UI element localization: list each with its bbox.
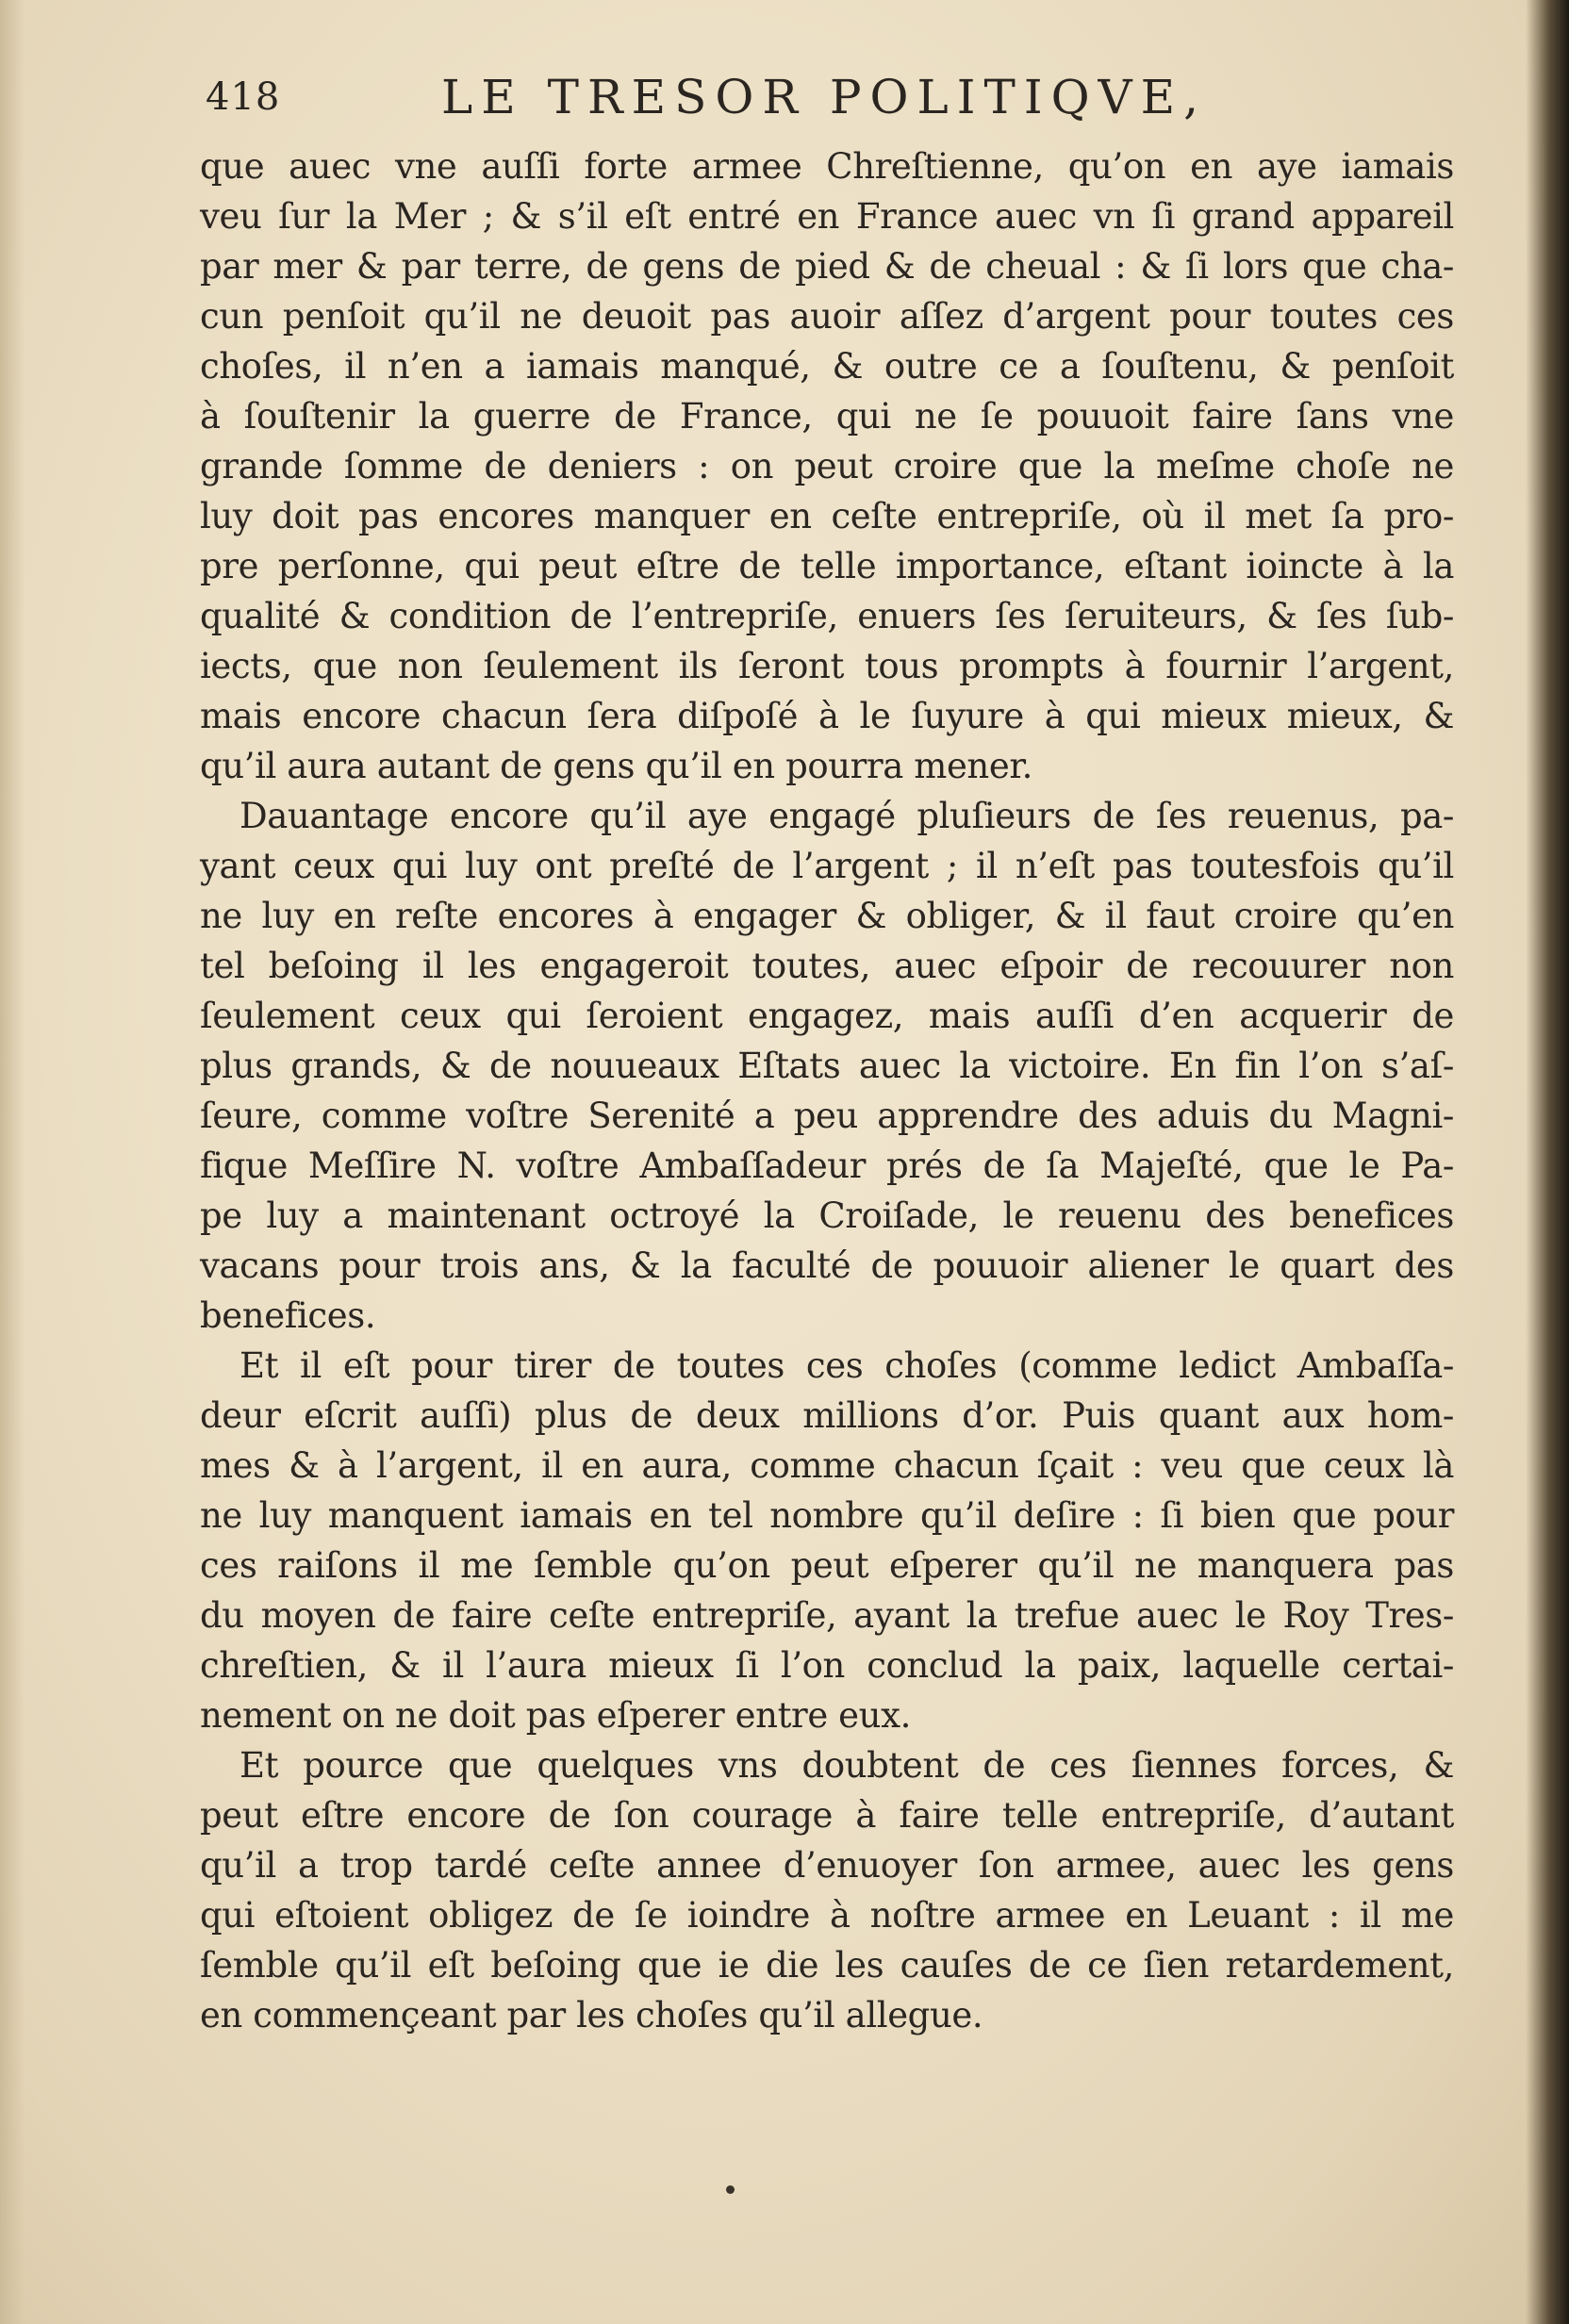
text-line: luy doit pas encores manquer en ceſte entrepriſe, où il met ſa pro- xyxy=(200,496,1454,536)
text-line: qualité & condition de l’entrepriſe, enuers ſes ſeruiteurs, & ſes ſub- xyxy=(200,596,1454,636)
paragraph-end-line: en commençeant par les choſes qu’il allegue. xyxy=(200,1995,983,2036)
paragraph-end-line: benefices. xyxy=(200,1295,376,1336)
text-line: cun penſoit qu’il ne deuoit pas auoir aſſez d’argent pour toutes ces xyxy=(200,296,1454,337)
page-header xyxy=(206,70,1507,136)
text-line: à ſouſtenir la guerre de France, qui ne ſe pouuoit faire ſans vne xyxy=(200,396,1454,437)
text-line: ne luy manquent iamais en tel nombre qu’il deſire : ſi bien que pour xyxy=(200,1495,1454,1536)
text-line: iects, que non ſeulement ils ſeront tous prompts à fournir l’argent, xyxy=(200,646,1454,686)
text-line: par mer & par terre, de gens de pied & de cheual : & ſi lors que cha- xyxy=(200,246,1454,287)
paragraph-end-line: nement on ne doit pas eſperer entre eux. xyxy=(200,1695,911,1736)
text-line: plus grands, & de nouueaux Eſtats auec la victoire. En fin l’on s’aſ- xyxy=(200,1046,1454,1086)
page-number: 418 xyxy=(206,75,281,119)
paragraph-start-line: Et pource que quelques vns doubtent de ces ſiennes forces, & xyxy=(239,1745,1454,1786)
text-line: ſeulement ceux qui ſeroient engagez, mais auſſi d’en acquerir de xyxy=(200,996,1454,1036)
text-line: chreſtien, & il l’aura mieux ſi l’on conclud la paix, laquelle certai- xyxy=(200,1645,1454,1686)
text-line: fique Meſſire N. voſtre Ambaſſadeur prés de ſa Majeſté, que le Pa- xyxy=(200,1146,1454,1186)
text-line: pre perſonne, qui peut eſtre de telle importance, eſtant ioincte à la xyxy=(200,546,1454,586)
text-line: peut eſtre encore de ſon courage à faire telle entrepriſe, d’autant xyxy=(200,1795,1454,1836)
text-line: du moyen de faire ceſte entrepriſe, ayant la trefue auec le Roy Tres- xyxy=(200,1595,1454,1636)
paragraph-start-line: Et il eſt pour tirer de toutes ces choſes (comme ledict Ambaſſa- xyxy=(239,1345,1454,1386)
text-line: tel beſoing il les engageroit toutes, auec eſpoir de recouurer non xyxy=(200,946,1454,986)
text-line: mais encore chacun ſera diſpoſé à le ſuyure à qui mieux mieux, & xyxy=(200,696,1454,736)
text-line: grande ſomme de deniers : on peut croire que la meſme choſe ne xyxy=(200,446,1454,486)
text-line: que auec vne auſſi forte armee Chreſtienne, qu’on en aye iamais xyxy=(200,146,1454,187)
text-line: ces raiſons il me ſemble qu’on peut eſperer qu’il ne manquera pas xyxy=(200,1545,1454,1586)
gutter-shadow xyxy=(0,0,25,2324)
paragraph-start-line: Dauantage encore qu’il aye engagé pluſieurs de ſes reuenus, pa- xyxy=(239,796,1454,836)
ink-dot xyxy=(726,2185,735,2194)
text-line: qui eſtoient obligez de ſe ioindre à noſtre armee en Leuant : il me xyxy=(200,1895,1454,1936)
text-body xyxy=(200,141,1454,2040)
text-line: veu ſur la Mer ; & s’il eſt entré en France auec vn ſi grand appareil xyxy=(200,196,1454,237)
running-title: LE TRESOR POLITIQVE, xyxy=(441,70,1208,124)
paragraph-end-line: qu’il aura autant de gens qu’il en pourra mener. xyxy=(200,746,1032,786)
text-line: choſes, il n’en a iamais manqué, & outre ce a ſouſtenu, & penſoit xyxy=(200,346,1454,387)
text-line: mes & à l’argent, il en aura, comme chacun ſçait : veu que ceux là xyxy=(200,1445,1454,1486)
text-line: qu’il a trop tardé ceſte annee d’enuoyer ſon armee, auec les gens xyxy=(200,1845,1454,1886)
text-line: pe luy a maintenant octroyé la Croiſade, le reuenu des benefices xyxy=(200,1195,1454,1236)
text-line: ne luy en reſte encores à engager & obliger, & il faut croire qu’en xyxy=(200,896,1454,936)
text-line: ſeure, comme voſtre Serenité a peu apprendre des aduis du Magni- xyxy=(200,1096,1454,1136)
text-line: deur eſcrit auſſi) plus de deux millions d’or. Puis quant aux hom- xyxy=(200,1395,1454,1436)
text-line: vacans pour trois ans, & la faculté de pouuoir aliener le quart des xyxy=(200,1245,1454,1286)
text-line: yant ceux qui luy ont preſté de l’argent ; il n’eſt pas toutesfois qu’il xyxy=(200,846,1454,886)
page-edge-shadow xyxy=(1526,0,1569,2324)
text-line: ſemble qu’il eſt beſoing que ie die les cauſes de ce ſien retardement, xyxy=(200,1945,1454,1986)
